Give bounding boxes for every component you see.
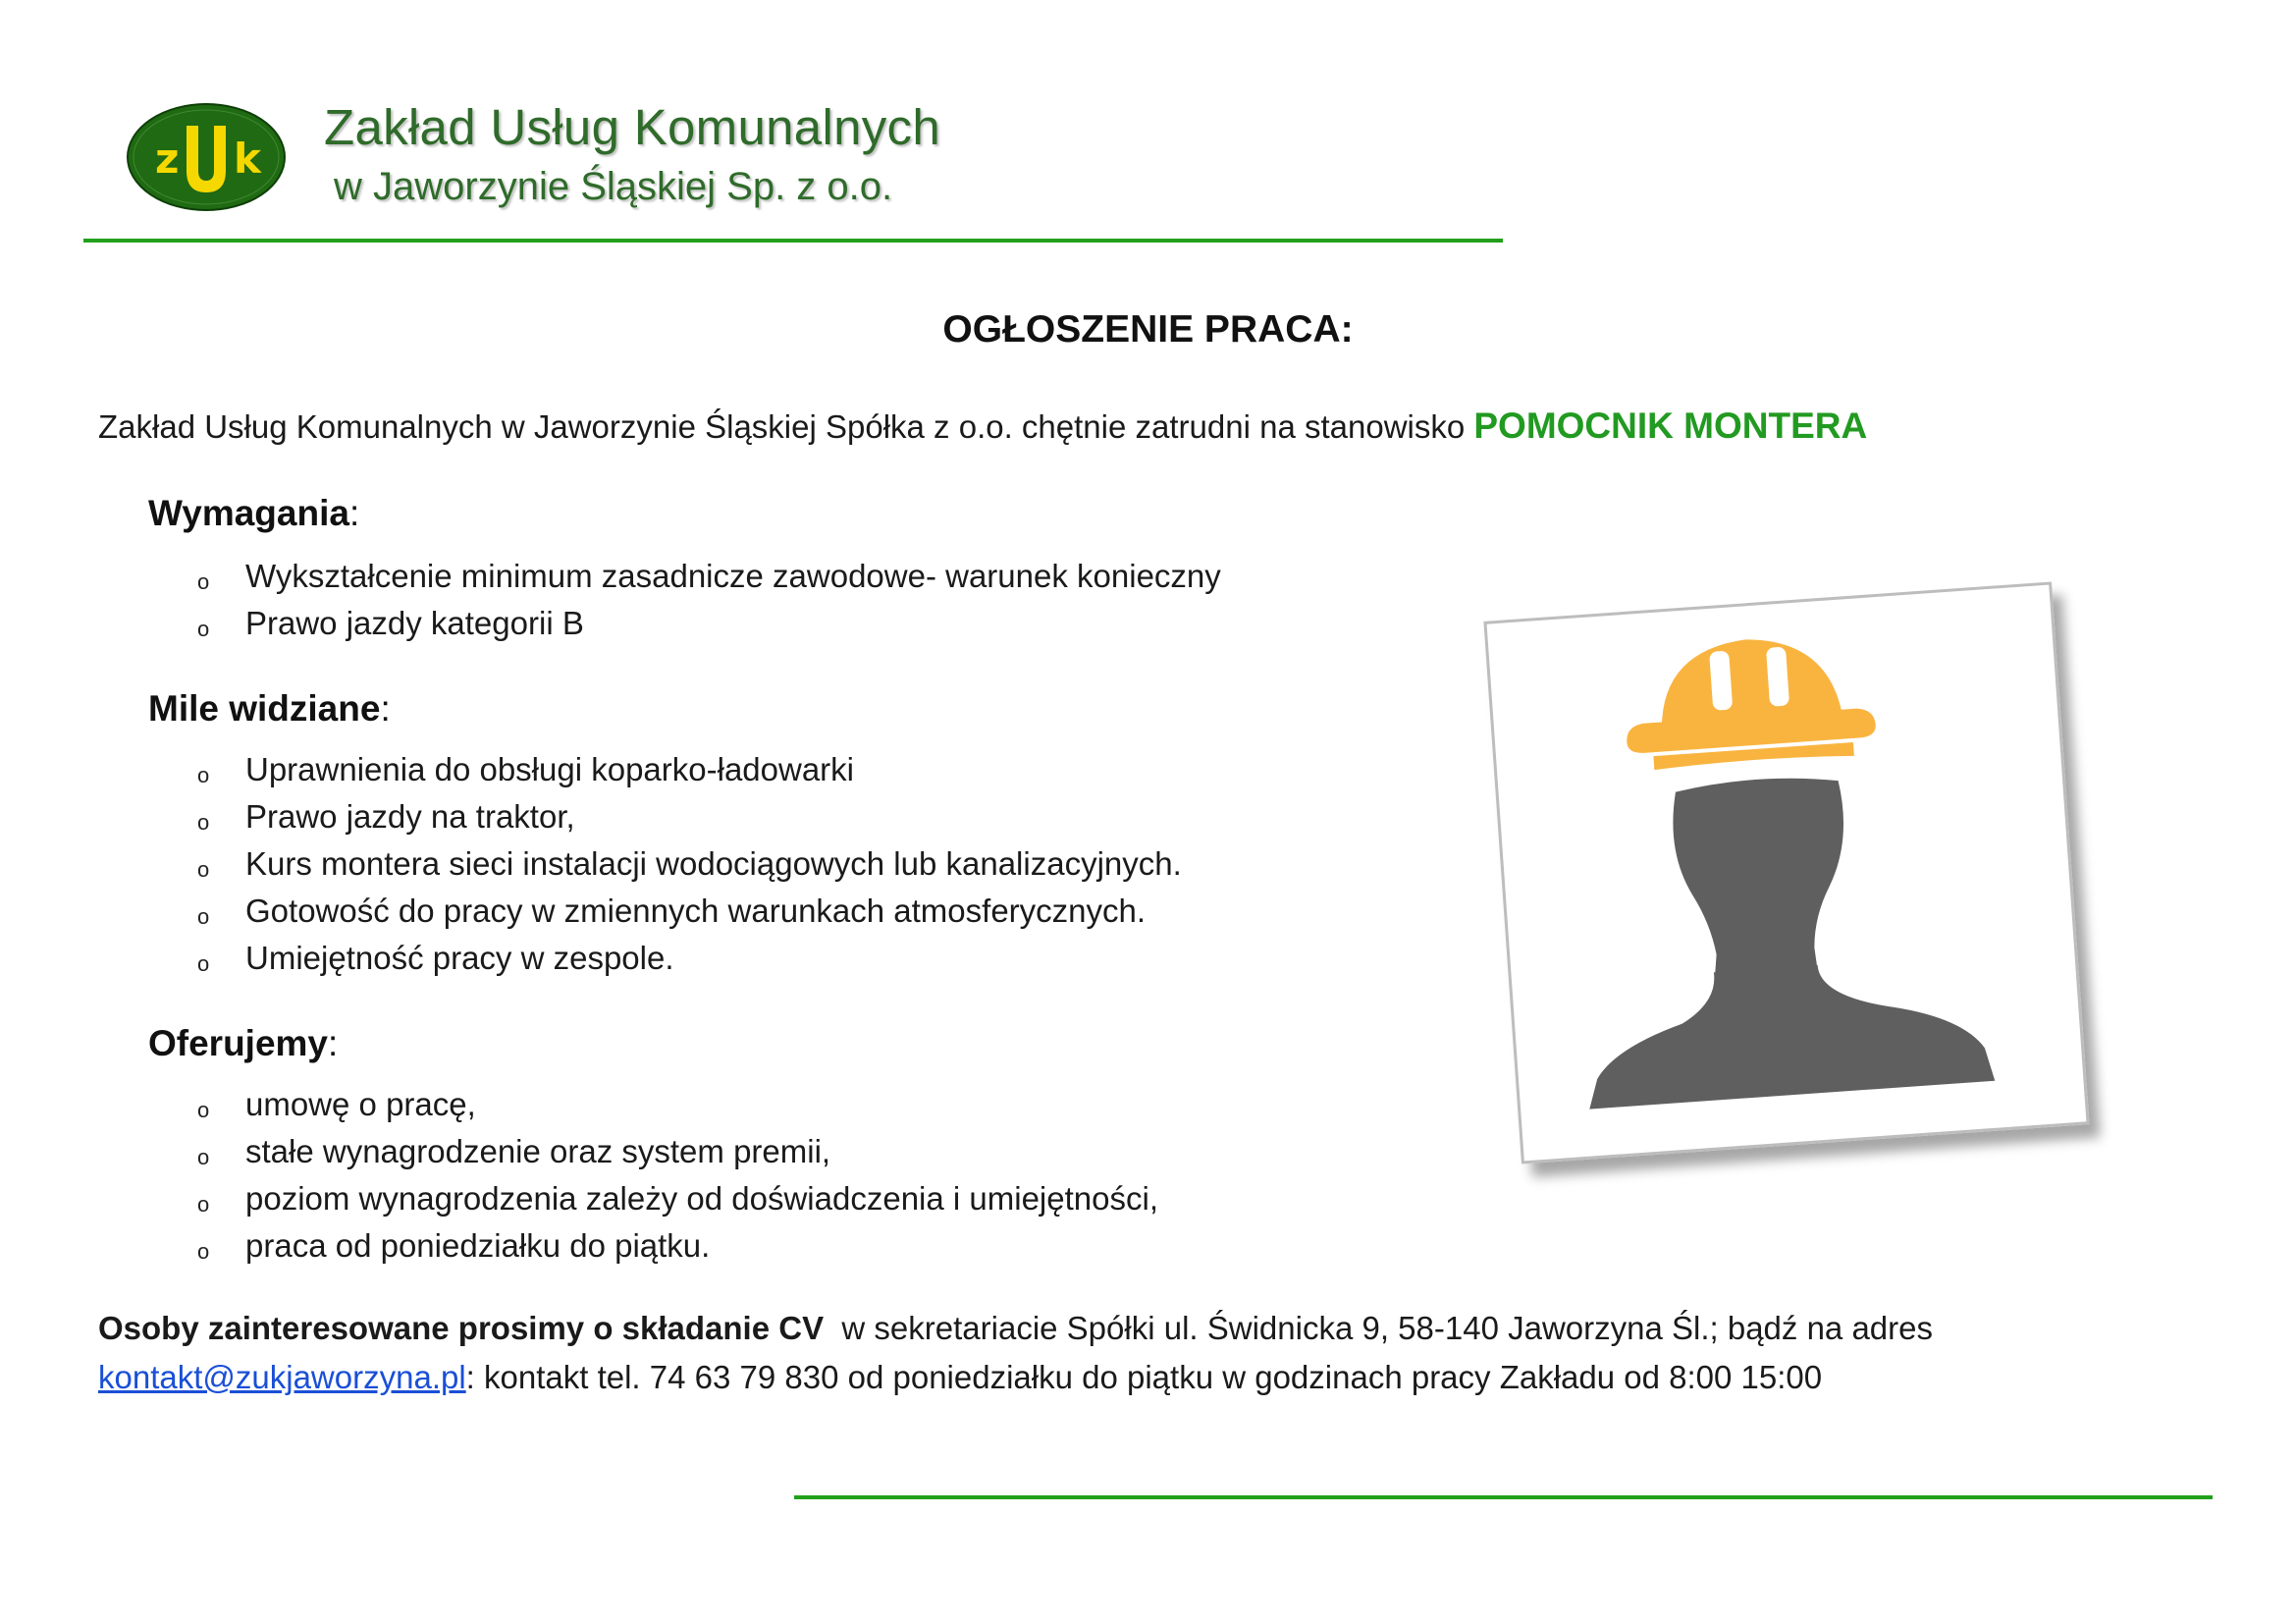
bullet-icon: o xyxy=(197,1192,210,1217)
section-heading-label: Oferujemy xyxy=(148,1023,329,1063)
list-item-text: stałe wynagrodzenie oraz system premii, xyxy=(245,1133,831,1169)
section-heading-label: Mile widziane xyxy=(148,688,381,729)
page-title: OGŁOSZENIE PRACA: xyxy=(942,308,1354,351)
email-link[interactable]: kontakt@zukjaworzyna.pl xyxy=(98,1359,466,1395)
contact-callout: Osoby zainteresowane prosimy o składanie CV xyxy=(98,1310,825,1346)
bullet-icon: o xyxy=(197,1145,210,1169)
company-logo xyxy=(126,102,288,212)
bullet-icon: o xyxy=(197,1098,210,1122)
contact-phone-hours: : kontakt tel. 74 63 79 830 od poniedziałku do piątku w godzinach pracy Zakładu od 8:00 15:00 xyxy=(465,1359,1823,1395)
contact-footer xyxy=(98,1304,1933,1402)
list-item-text: Prawo jazdy na traktor, xyxy=(245,798,575,835)
intro-paragraph xyxy=(98,406,1867,447)
job-title: POMOCNIK MONTERA xyxy=(1473,406,1868,446)
footer-divider xyxy=(794,1495,2213,1499)
bullet-icon: o xyxy=(197,1239,210,1264)
list-item-text: Prawo jazdy kategorii B xyxy=(245,605,584,641)
list-item-text: umowę o pracę, xyxy=(245,1086,476,1122)
section-heading-nice-to-have: Mile widziane: xyxy=(148,688,391,729)
list-item-text: Uprawnienia do obsługi koparko-ładowarki xyxy=(245,751,855,787)
contact-line-2 xyxy=(98,1353,1933,1402)
list-item-text: poziom wynagrodzenia zależy od doświadczenia i umiejętności, xyxy=(245,1180,1158,1217)
list-item-text: Gotowość do pracy w zmiennych warunkach atmosferycznych. xyxy=(245,893,1147,929)
contact-address: w sekretariacie Spółki ul. Świdnicka 9, 58-140 Jaworzyna Śl.; bądź na adres xyxy=(824,1310,1933,1346)
list-item-text: Wykształcenie minimum zasadnicze zawodowe- warunek konieczny xyxy=(245,558,1221,594)
bullet-icon: o xyxy=(197,617,210,641)
list-item-text: Umiejętność pracy w zespole. xyxy=(245,940,674,976)
header-divider xyxy=(83,239,1503,243)
company-name-line-1: Zakład Usług Komunalnych xyxy=(324,99,941,155)
contact-line-1 xyxy=(98,1304,1933,1353)
worker-photo-frame xyxy=(1483,581,2089,1164)
bullet-icon: o xyxy=(197,810,210,835)
list-item-text: Kurs montera sieci instalacji wodociągowych lub kanalizacyjnych. xyxy=(245,845,1182,882)
company-name-line-2: w Jaworzynie Śląskiej Sp. z o.o. xyxy=(334,165,893,208)
svg-text:z: z xyxy=(155,135,180,183)
bullet-icon: o xyxy=(197,857,210,882)
bullet-icon: o xyxy=(197,569,210,594)
intro-text: Zakład Usług Komunalnych w Jaworzynie Śląskiej Spółka z o.o. chętnie zatrudni na stanowisko xyxy=(98,408,1474,445)
section-heading-requirements: Wymagania: xyxy=(148,493,360,533)
bullet-icon: o xyxy=(197,763,210,787)
section-heading-label: Wymagania xyxy=(148,493,349,533)
bullet-icon: o xyxy=(197,951,210,976)
list-item-text: praca od poniedziałku do piątku. xyxy=(245,1227,711,1264)
bullet-icon: o xyxy=(197,904,210,929)
worker-helmet-icon xyxy=(1487,585,2087,1162)
section-heading-we-offer: Oferujemy: xyxy=(148,1023,339,1063)
svg-text:k: k xyxy=(234,135,261,183)
